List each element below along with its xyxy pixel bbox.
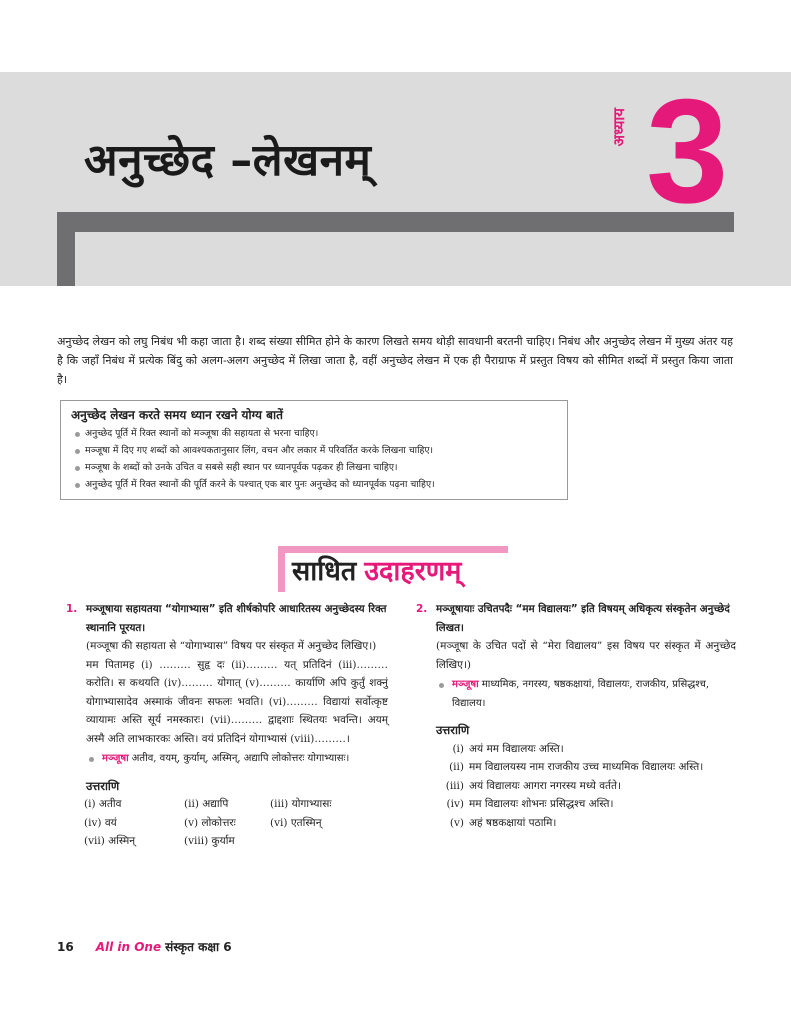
chapter-label: अध्याय — [610, 108, 628, 147]
chapter-title: अनुच्छेद –लेखनम् — [84, 135, 372, 186]
book-title: संस्कृत कक्षा 6 — [165, 940, 232, 954]
header-divider-bar — [57, 212, 734, 232]
answer-item: (vi) एतस्मिन् — [270, 816, 322, 829]
hint-label: मञ्जूषा — [102, 753, 129, 764]
answers-list — [436, 740, 736, 833]
banner-accent-side — [278, 546, 285, 592]
answer-item: (ii) मम विद्यालयस्य नाम राजकीय उच्च माध्यमिक विद्यालयः अस्ति। — [449, 761, 704, 773]
example-1 — [66, 600, 388, 851]
passage-text: मम पितामह (i) ……… सुहृ दः (ii)……… यत् प्रतिदिनं (iii)……… करोति। स कथयति (iv)……… योगात् (v)……… कार्याणि अपि कुर्तुं शक्नुं योगाभ्यासादेव अस्माकं जीवनः सफलः भवति। (vi)……… विद्यायां सर्वोत्कृष्ट व्यायामः अस्ति सूर्य नमस्कारः। (vii)……… द्वाद्दशाः स्थितयः भवन्ति। अयम् अस्मै अति लाभकारकः अस्ति। वयं प्रतिदिनं योगाभ्यासं (viii)………। — [86, 658, 388, 745]
bullet-icon — [86, 750, 102, 769]
answer-item: (i) अतीव — [84, 798, 122, 810]
answer-item: (ii) अद्यापि — [184, 798, 229, 810]
page-footer — [57, 938, 232, 955]
answer-item: (iv) वयं — [84, 816, 117, 829]
hint-label: मञ्जूषा — [452, 679, 479, 690]
chapter-number: 3 — [646, 69, 729, 234]
answer-item: (iii) अयं विद्यालयः आगरा नगरस्य मध्ये वर्तते। — [445, 779, 621, 792]
tip-item: अनुच्छेद पूर्ति में रिक्त स्थानों की पूर्ति करने के पश्चात् एक बार पुनः अनुच्छेद को ध्यानपूर्वक पढ़ना चाहिए। — [71, 476, 557, 493]
banner-word-1: साधित — [292, 556, 357, 587]
question-hindi: (मञ्जूषा की सहायता से “योगाभ्यास” विषय पर संस्कृत में अनुच्छेद लिखिए।) — [86, 640, 377, 652]
brand-logo: All in One — [95, 940, 162, 954]
example-2 — [416, 600, 736, 832]
hint-words: अतीव, वयम्, कुर्याम्, अस्मिन्, अद्यापि लोकोत्तरः योगाभ्यासः। — [131, 753, 350, 764]
answer-item: (iii) योगाभ्यासः — [270, 798, 332, 810]
tips-box — [60, 400, 568, 500]
tip-item: मञ्जूषा में दिए गए शब्दों को आवश्यकतानुसार लिंग, वचन और लकार में परिवर्तित करके लिखना चाहिए। — [71, 442, 557, 459]
manjusha-hint — [436, 676, 736, 713]
question-number: 2. — [416, 603, 428, 615]
bullet-icon — [436, 676, 452, 713]
answers-title: उत्तराणि — [436, 723, 470, 737]
answer-item: (viii) कुर्याम — [184, 835, 235, 847]
tip-item: मञ्जूषा के शब्दों को उनके उचित व सबसे सही स्थान पर ध्यानपूर्वक पढ़कर ही लिखना चाहिए। — [71, 459, 557, 476]
question-text: मञ्जूषाया सहायतया “योगाभ्यास” इति शीर्षकोपरि आधारितस्य अनुच्छेदस्य रिक्त स्थानानि पूरयत। — [86, 603, 387, 634]
answers-title: उत्तराणि — [86, 778, 120, 793]
hint-words: माध्यमिक, नगरस्य, षष्ठकक्षायां, विद्यालयः, राजकीय, प्रसिद्धश्च, विद्यालय। — [452, 679, 710, 709]
manjusha-hint — [86, 750, 388, 769]
banner-word-2: उदाहरणम् — [364, 556, 462, 587]
intro-paragraph: अनुच्छेद लेखन को लघु निबंध भी कहा जाता है। शब्द संख्या सीमित होने के कारण लिखते समय थोड़ी सावधानी बरतनी चाहिए। निबंध और अनुच्छेद लेखन में मुख्य अंतर यह है कि जहाँ निबंध में प्रत्येक बिंदु को अलग-अलग अनुच्छेद में लिखा जाता है, वहीं अनुच्छेद लेखन में एक ही पैराग्राफ में प्रस्तुत विषय को सीमित शब्दों में प्रस्तुत किया जाता है। — [57, 335, 733, 386]
tip-item: अनुच्छेद पूर्ति में रिक्त स्थानों को मञ्जूषा की सहायता से भरना चाहिए। — [71, 425, 557, 442]
section-banner — [292, 551, 461, 588]
page-number: 16 — [57, 940, 74, 954]
answer-item: (i) अयं मम विद्यालयः अस्ति। — [452, 742, 564, 755]
answers-grid — [84, 795, 388, 851]
answer-item: (iv) मम विद्यालयः शोभनः प्रसिद्धश्च अस्ति। — [446, 798, 614, 810]
tips-list — [71, 425, 557, 493]
answer-item: (vii) अस्मिन् — [84, 835, 136, 847]
header-side-bar — [57, 212, 75, 286]
question-hindi: (मञ्जूषा के उचित पदों से “मेरा विद्यालय” इस विषय पर संस्कृत में अनुच्छेद लिखिए।) — [436, 640, 736, 671]
question-number: 1. — [66, 603, 78, 615]
answer-item: (v) अहं षष्ठकक्षायां पठामि। — [449, 816, 557, 829]
answer-item: (v) लोकोत्तरः — [184, 816, 236, 829]
tips-title: अनुच्छेद लेखन करते समय ध्यान रखने योग्य बातें — [71, 408, 283, 422]
question-text: मञ्जूषायाः उचितपदैः “मम विद्यालयः” इति विषयम् अधिकृत्य संस्कृतेन अनुच्छेदं लिखत। — [436, 603, 730, 634]
